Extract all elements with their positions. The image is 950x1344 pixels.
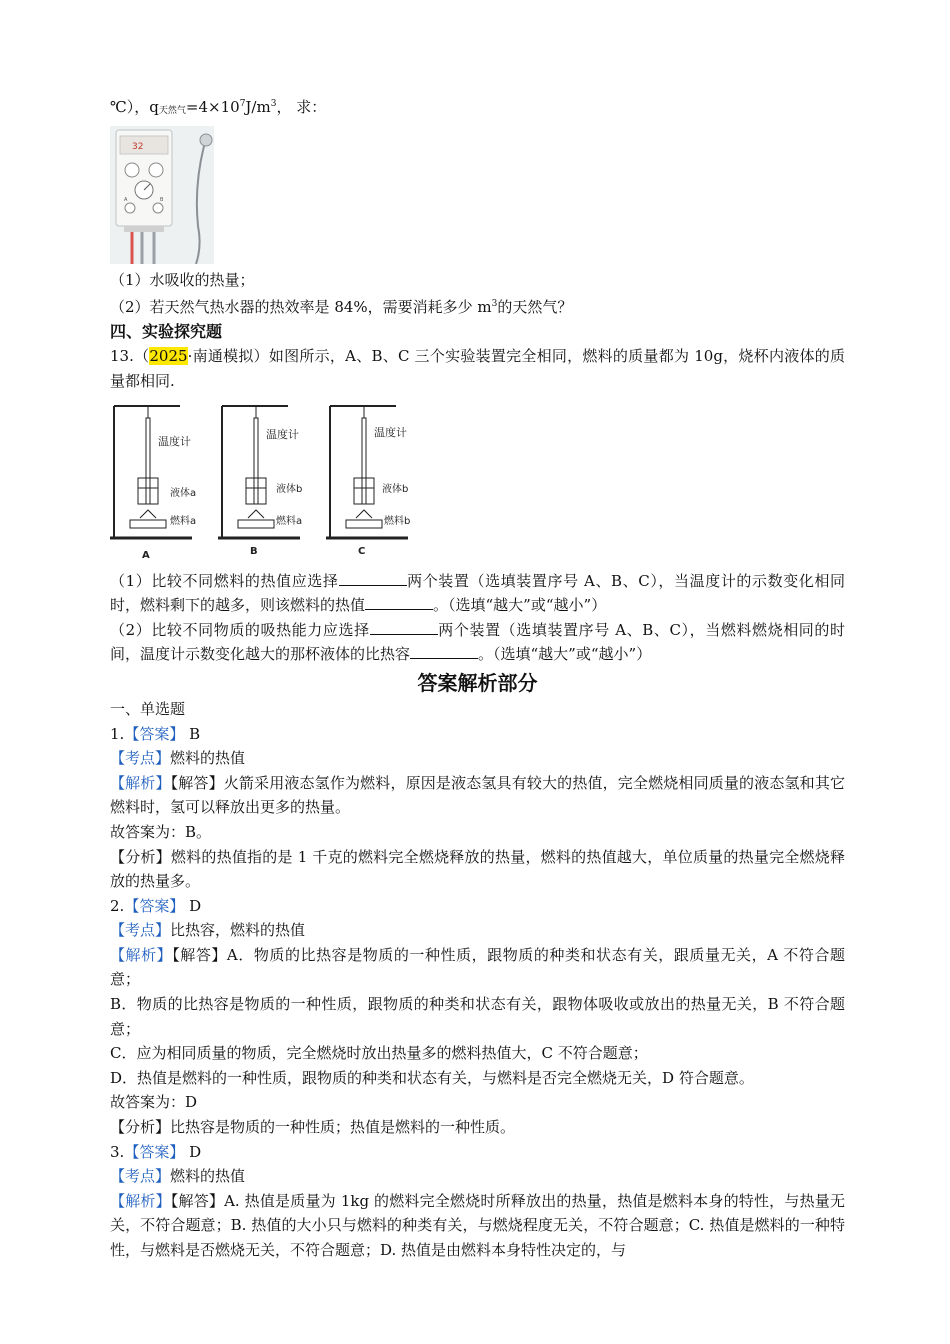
answer-2-explanation: 【分析】比热容是物质的一种性质；热值是燃料的一种性质。 (110, 1118, 516, 1137)
q12-given-line: ℃），$q_{天然气}=4\times 10^7J/m^3$， 求： (110, 98, 327, 116)
answer-2-final: 故答案为：D (110, 1093, 198, 1112)
apparatus-b (218, 406, 302, 557)
fuel-label-c: 燃料b (384, 515, 411, 527)
answer-1-topic: 【考点】燃料的热值 (110, 749, 246, 768)
analysis-tag: 【解析】 (110, 945, 173, 964)
answer-2-option-c: C．应为相同质量的物质，完全燃烧时放出热量多的燃料热值大，C 不符合题意； (110, 1044, 648, 1063)
answer-1-line: 1.【答案】 B (110, 724, 201, 743)
answer-1-final: 故答案为：B。 (110, 822, 212, 841)
year-highlight: 2025 (149, 347, 188, 366)
section-heading-single-choice: 一、单选题 (110, 699, 186, 718)
q12-part2: （2）若天然气热水器的热效率是 84%，需要消耗多少 $m^3$的天然气？ (110, 298, 573, 317)
thermometer-label-b: 温度计 (266, 427, 299, 441)
topic-tag: 【考点】 (110, 749, 171, 768)
analysis-tag: 【解析】 (110, 773, 171, 792)
topic-tag: 【考点】 (110, 921, 171, 940)
answer-2-option-d: D．热值是燃料的一种性质，跟物质的种类和状态有关，与燃料是否完全燃烧无关，D 符合题意。 (110, 1068, 754, 1087)
answer-3-analysis: 【解析】【解答】A. 热值是质量为 1kg 的燃料完全燃烧时所释放出的热量，热值是燃料本身的特性，与热量无关，不符合题意；B. 热值的大小只与燃料的种类有关，与燃烧程度无关，不符合题意；C. 热值是燃料的一种特性，与燃料是否燃烧无关，不符合题意；D. 热值是由燃料本身特性决定的，与 (110, 1191, 845, 1259)
section-heading-experiment: 四、实验探究题 (110, 321, 223, 341)
answers-section-title: 答案解析部分 (417, 670, 538, 695)
thermometer-label-c: 温度计 (374, 425, 407, 439)
heater-label-b: B (160, 196, 164, 203)
fuel-label-b: 燃料a (276, 515, 303, 527)
answer-tag: 【答案】 (124, 724, 185, 743)
answer-2-option-b: B．物质的比热容是物质的一种性质，跟物质的种类和状态有关，跟物体吸收或放出的热量无关，B 不符合题意； (110, 995, 845, 1038)
q13-part1: （1）比较不同燃料的热值应选择 两个装置（选填装置序号 A、B、C），当温度计的示数变化相同时，燃料剩下的越多，则该燃料的热值 。（选填“越大”或“越小”） (110, 571, 845, 615)
apparatus-a (110, 406, 196, 561)
document-page (110, 92, 845, 1263)
q13-stem: 13.（2025·南通模拟）如图所示，A、B、C 三个实验装置完全相同，燃料的质量都为 10g，烧杯内液体的质量都相同. (110, 347, 845, 390)
answer-2-analysis: 【解析】【解答】A．物质的比热容是物质的一种性质，跟物质的种类和状态有关，跟质量无关，A 不符合题意； (110, 945, 845, 989)
topic-tag: 【考点】 (110, 1167, 171, 1186)
answer-tag: 【答案】 (124, 1142, 185, 1161)
answer-blank[interactable] (370, 620, 438, 635)
answer-blank[interactable] (410, 644, 478, 659)
answer-2-line: 2.【答案】 D (110, 896, 202, 915)
analysis-tag: 【解析】 (110, 1191, 171, 1210)
apparatus-label-b: B (250, 545, 258, 557)
apparatus-label-c: C (358, 545, 366, 557)
thermometer-label-a: 温度计 (158, 434, 191, 448)
gas-water-heater-image (110, 126, 214, 264)
answer-1-analysis: 【解析】【解答】火箭采用液态氢作为燃料，原因是液态氢具有较大的热值，完全燃烧相同质量的液态氢和其它燃料时，氢可以释放出更多的热量。 (110, 773, 845, 817)
answer-1-explanation: 【分析】燃料的热值指的是 1 千克的燃料完全燃烧释放的热量，燃料的热值越大，单位质量的热量完全燃烧释放的热量多。 (110, 847, 845, 891)
q13-part2: （2）比较不同物质的吸热能力应选择 两个装置（选填装置序号 A、B、C），当燃料燃烧相同的时间，温度计示数变化越大的那杯液体的比热容 。（选填“越大”或“越小”） (110, 620, 845, 664)
apparatus-c (326, 406, 410, 557)
answer-3-topic: 【考点】燃料的热值 (110, 1167, 246, 1186)
answer-blank[interactable] (365, 595, 433, 610)
heater-label-a: A (124, 196, 128, 203)
q12-part1: （1）水吸收的热量； (110, 270, 255, 289)
answer-3-line: 3.【答案】 D (110, 1142, 202, 1161)
apparatus-label-a: A (142, 549, 150, 561)
experiment-apparatus-figure (110, 400, 422, 565)
liquid-label-b: 液体b (276, 483, 303, 495)
answer-tag: 【答案】 (124, 896, 185, 915)
fuel-label-a: 燃料a (170, 515, 197, 527)
heater-display-number: 32 (132, 141, 144, 152)
answer-2-topic: 【考点】比热容，燃料的热值 (110, 921, 306, 940)
answer-blank[interactable] (339, 571, 407, 586)
liquid-label-c: 液体b (382, 483, 409, 495)
liquid-label-a: 液体a (170, 487, 197, 499)
